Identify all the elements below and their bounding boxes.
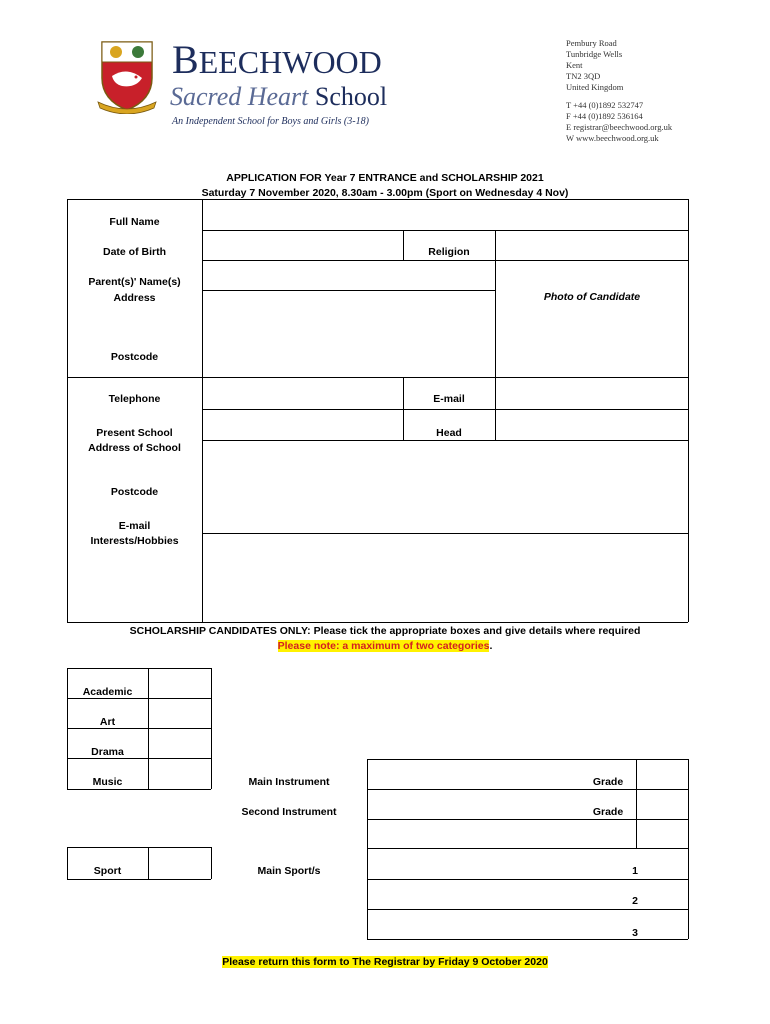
parents-input[interactable]: [203, 261, 495, 290]
category-drama: Drama: [91, 746, 124, 758]
scholarship-heading: SCHOLARSHIP CANDIDATES ONLY: Please tick the appropriate boxes and give details where required: [129, 625, 641, 637]
school-contact: T +44 (0)1892 532747 F +44 (0)1892 536164 E registrar@beechwood.org.uk W www.beechwood.org.uk: [566, 100, 673, 143]
label-head: Head: [436, 427, 462, 439]
label-parents: Parent(s)' Name(s): [88, 276, 181, 288]
form-subtitle: Saturday 7 November 2020, 8.30am - 3.00pm (Sport on Wednesday 4 Nov): [201, 187, 569, 199]
category-music: Music: [92, 776, 123, 788]
label-school-address: Address of School: [88, 442, 181, 454]
sport-number-2: 2: [632, 895, 638, 907]
label-religion: Religion: [428, 246, 470, 258]
second-instrument-grade-input[interactable]: [637, 790, 688, 819]
label-grade-1: Grade: [592, 776, 624, 788]
head-input[interactable]: [496, 410, 688, 440]
school-crest: [96, 38, 158, 114]
scholarship-note: Please note: a maximum of two categories.: [277, 640, 493, 652]
school-subtitle: Sacred Heart School: [170, 82, 388, 111]
full-name-input[interactable]: [203, 200, 688, 229]
label-postcode: Postcode: [110, 351, 159, 363]
drama-checkbox[interactable]: [149, 729, 211, 758]
address-input[interactable]: [203, 291, 495, 377]
sport-checkbox[interactable]: [149, 848, 211, 879]
label-grade-2: Grade: [592, 806, 624, 818]
category-art: Art: [99, 716, 116, 728]
label-address: Address: [113, 292, 156, 304]
music-checkbox[interactable]: [149, 759, 211, 789]
label-second-instrument: Second Instrument: [241, 806, 337, 818]
label-telephone: Telephone: [108, 393, 161, 405]
email-input[interactable]: [496, 378, 688, 409]
label-dob: Date of Birth: [103, 246, 166, 258]
main-instrument-input[interactable]: [368, 760, 580, 789]
second-instrument-input[interactable]: [368, 790, 580, 819]
photo-box[interactable]: [496, 261, 688, 377]
school-name: BEECHWOOD: [172, 37, 382, 82]
academic-checkbox[interactable]: [149, 669, 211, 698]
sport-number-1: 1: [632, 865, 638, 877]
label-school-postcode: Postcode: [110, 486, 159, 498]
label-email: E-mail: [433, 393, 465, 405]
label-present-school: Present School: [96, 427, 173, 439]
school-address: Pembury Road Tunbridge Wells Kent TN2 3QD United Kingdom: [566, 38, 624, 92]
label-school-email: E-mail: [118, 520, 151, 532]
dob-input[interactable]: [203, 231, 403, 260]
label-main-sports: Main Sport/s: [257, 865, 321, 877]
extra-instrument-input[interactable]: [368, 820, 636, 848]
return-note: Please return this form to The Registrar by Friday 9 October 2020: [222, 956, 548, 968]
label-interests: Interests/Hobbies: [90, 535, 179, 547]
label-main-instrument: Main Instrument: [248, 776, 330, 788]
category-sport: Sport: [93, 865, 122, 877]
telephone-input[interactable]: [203, 378, 403, 409]
interests-input[interactable]: [203, 534, 688, 622]
label-full-name: Full Name: [109, 216, 160, 228]
category-academic: Academic: [82, 686, 133, 698]
school-address-input[interactable]: [203, 441, 688, 533]
religion-input[interactable]: [496, 231, 688, 260]
present-school-input[interactable]: [203, 410, 403, 440]
form-title: APPLICATION FOR Year 7 ENTRANCE and SCHOLARSHIP 2021: [226, 172, 544, 184]
label-photo: Photo of Candidate: [543, 291, 641, 303]
sport-number-3: 3: [632, 927, 638, 939]
school-tagline: An Independent School for Boys and Girls (3-18): [172, 116, 369, 127]
main-instrument-grade-input[interactable]: [637, 760, 688, 789]
art-checkbox[interactable]: [149, 699, 211, 728]
